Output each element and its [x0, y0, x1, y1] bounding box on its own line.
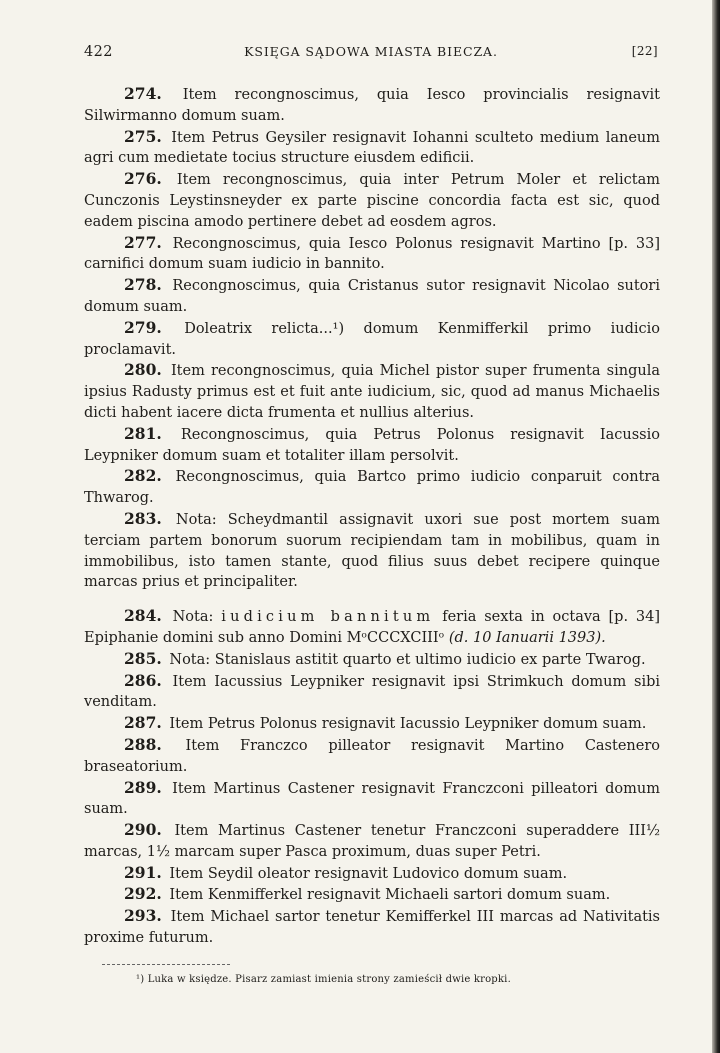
entry-number: 280.: [124, 360, 162, 380]
entry-number: 287.: [124, 713, 162, 733]
entry-number: 288.: [124, 734, 162, 754]
entry-text: Recongnoscimus, quia Petrus Polonus resignavit Iacussio Leypniker domum suam et totaliter illam persolvit.: [84, 426, 660, 464]
entry-text: Recongnoscimus, quia Iesco Polonus resignavit Martino [p. 33] carnifici domum suam iudicio in bannito.: [84, 235, 660, 273]
entry-number: 292.: [124, 884, 162, 904]
entry-text: Nota: Scheydmantil assignavit uxori sue post mortem suam terciam partem bonorum suorum recipiendam tam in mobilibus, quam in immobilibus, isto tamen stante, quod filius suus debet recipere quinque marcas prius et principaliter.: [84, 511, 661, 591]
date-note: (d. 10 Ianuarii 1393).: [448, 629, 606, 646]
entry-text: Recongnoscimus, quia Bartco primo iudicio conparuit contra Thwarog.: [84, 469, 661, 507]
running-title: KSIĘGA SĄDOWA MIASTA BIECZA.: [244, 44, 498, 59]
entry-text: Item Iacussius Leypniker resignavit ipsi Strimkuch domum sibi venditam.: [84, 673, 660, 711]
entry-number: 276.: [124, 169, 162, 189]
entry-281: [84, 424, 660, 467]
entry-number: 282.: [124, 466, 162, 486]
entry-text: Item Martinus Castener tenetur Franczconi superaddere III½ marcas, 1½ marcam super Pasca proximum, duas super Petri.: [84, 823, 660, 860]
entry-list: [84, 84, 660, 949]
entry-text: Item Kenmifferkel resignavit Michaeli sartori domum suam.: [169, 887, 611, 904]
entry-292: [84, 884, 660, 906]
entry-number: 275.: [124, 126, 162, 146]
entry-number: 278.: [124, 275, 162, 295]
entry-text: Nota: Stanislaus astitit quarto et ultimo iudicio ex parte Twarog.: [169, 651, 646, 668]
entry-number: 289.: [124, 777, 162, 797]
entry-277: [84, 233, 660, 276]
entry-288: [84, 735, 660, 778]
entry-number: 279.: [124, 317, 162, 337]
entry-text: Item recongnoscimus, quia Michel pistor super frumenta singula ipsius Radusty primus est et fuit ante iudicium, sic, quod ad manus Michaelis dicti habent iacere dicta frumenta et nullius alterius.: [84, 363, 660, 421]
entry-293: [84, 906, 660, 949]
entry-text: Item recongnoscimus, quia Iesco provincialis resignavit Silwirmanno domum suam.: [84, 87, 660, 124]
entry-number: 285.: [124, 648, 162, 668]
entry-287: [84, 713, 660, 735]
entry-text: Doleatrix relicta...¹) domum Kenmifferkil primo iudicio proclamavit.: [84, 320, 661, 358]
entry-283: [84, 509, 660, 593]
entry-text: feria sexta in octava [p. 34] Epiphanie domini sub anno Domini MᵒCCCXCIIIᵒ: [84, 609, 661, 646]
entry-text: Recongnoscimus, quia Cristanus sutor resignavit Nicolao sutori domum suam.: [84, 278, 660, 315]
entry-285: [84, 649, 660, 671]
entry-284: [84, 606, 660, 649]
footnote-divider: [102, 964, 230, 965]
entry-text: Item Martinus Castener resignavit Franczconi pilleatori domum suam.: [84, 780, 660, 818]
entry-text: Item Seydil oleator resignavit Ludovico domum suam.: [169, 865, 568, 882]
section-number: [22]: [631, 44, 658, 58]
spaced-phrase: iudicium bannitum: [221, 609, 435, 626]
entry-text: Item Petrus Polonus resignavit Iacussio Leypniker domum suam.: [169, 716, 647, 733]
entry-286: [84, 671, 660, 714]
entry-280: [84, 360, 660, 423]
footnote: ¹) Luka w księdze. Pisarz zamiast imienia strony zamieścił dwie kropki.: [136, 974, 511, 985]
entry-number: 293.: [124, 906, 162, 926]
entry-289: [84, 778, 660, 821]
running-header: [84, 44, 658, 66]
entry-282: [84, 466, 660, 509]
page-number: 422: [84, 44, 113, 60]
entry-291: [84, 863, 660, 885]
entry-text: Item Michael sartor tenetur Kemifferkel III marcas ad Nativitatis proxime futurum.: [84, 909, 660, 947]
entry-279: [84, 318, 660, 361]
entry-278: [84, 275, 660, 318]
entry-number: 286.: [124, 670, 162, 690]
entry-number: 281.: [124, 423, 162, 443]
entry-text: Item Petrus Geysiler resignavit Iohanni sculteto medium laneum agri cum medietate tocius structure eiusdem edificii.: [84, 129, 661, 167]
entry-274: [84, 84, 660, 127]
entry-290: [84, 820, 660, 863]
entry-text: Item Franczco pilleator resignavit Martino Castenero braseatorium.: [84, 737, 660, 775]
entry-number: 283.: [124, 508, 162, 528]
page-edge-shadow: [712, 0, 720, 1053]
entry-number: 291.: [124, 862, 162, 882]
entry-number: 290.: [124, 820, 162, 840]
entry-276: [84, 169, 660, 232]
entry-number: 274.: [124, 84, 162, 103]
entry-lead: Nota:: [172, 609, 214, 626]
entry-number: 284.: [124, 606, 162, 626]
entry-number: 277.: [124, 232, 162, 252]
entry-275: [84, 127, 660, 170]
entry-text: Item recongnoscimus, quia inter Petrum Moler et relictam Cunczonis Leystinsneyder ex parte piscine concordia facta est sic, quod eadem piscina amodo pertinere debet ad eosdem agros.: [84, 172, 660, 230]
